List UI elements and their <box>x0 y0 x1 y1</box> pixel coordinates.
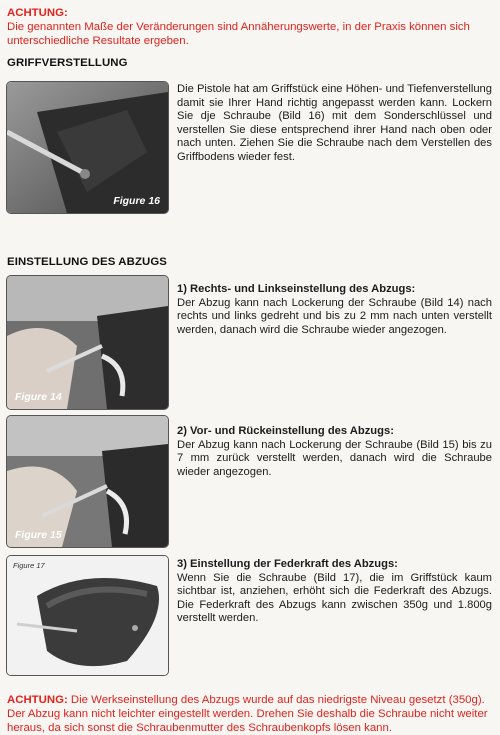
trigger-item-3 <box>177 558 492 626</box>
figure-15-label: Figure 15 <box>15 529 62 541</box>
trigger-item-3-title: 3) Einstellung der Federkraft des Abzugs: <box>177 558 398 570</box>
trigger-item-2 <box>177 425 492 479</box>
trigger-item-3-body: Wenn Sie die Schraube (Bild 17), die im Griffstück kaum sichtbar ist, anziehen, erhöht sich die Federkraft des Abzugs. Die Federkraft des Abzugs kann zwischen 350g und 1.800g verstellt werden. <box>177 571 492 625</box>
warning-top-label: ACHTUNG: <box>7 7 68 19</box>
grip-heading: GRIFFVERSTELLUNG <box>7 57 128 69</box>
trigger-item-1-title: 1) Rechts- und Linkseinstellung des Abzugs: <box>177 283 416 295</box>
figure-15-photo <box>6 415 169 548</box>
figure-17-photo <box>6 555 169 676</box>
trigger-item-1 <box>177 283 492 337</box>
trigger-heading: EINSTELLUNG DES ABZUGS <box>7 256 167 268</box>
warning-bottom-label: ACHTUNG: <box>7 694 68 706</box>
figure-16-photo <box>6 81 169 214</box>
warning-bottom-text: Die Werkseinstellung des Abzugs wurde auf das niedrigste Niveau gesetzt (350g). Der Abzug kann nicht leichter eingestellt werden. Drehen Sie deshalb die Schraube nicht weiter heraus, da sich sonst die Schraubenmutter des Schraubenkopfs lösen kann. <box>7 694 488 734</box>
figure-16-label: Figure 16 <box>113 195 160 207</box>
trigger-item-2-title: 2) Vor- und Rückeinstellung des Abzugs: <box>177 425 394 437</box>
warning-top <box>7 6 492 48</box>
warning-top-text: Die genannten Maße der Veränderungen sind Annäherungswerte, in der Praxis können sich unterschiedliche Resultate ergeben. <box>7 21 470 47</box>
warning-bottom <box>7 693 492 735</box>
trigger-item-1-body: Der Abzug kann nach Lockerung der Schraube (Bild 14) nach rechts und links gedreht und bis zu 2 mm nach unten verstellt werden, danach wird die Schraube wieder angezogen. <box>177 296 492 336</box>
figure-14-photo <box>6 275 169 410</box>
trigger-item-2-body: Der Abzug kann nach Lockerung der Schraube (Bild 15) bis zu 7 mm zurück verstellt werden, danach wird die Schraube wieder angezogen. <box>177 438 492 478</box>
figure-17-label: Figure 17 <box>13 561 45 570</box>
figure-14-label: Figure 14 <box>15 391 62 403</box>
grip-body: Die Pistole hat am Griffstück eine Höhen- und Tiefenverstellung damit sie Ihrer Hand richtig angepasst werden kann. Lockern Sie dje Schraube (Bild 16) mit dem Sonderschlüssel und verstellen Sie diese entsprechend ihrer Hand nach oben oder nach unten. Ziehen Sie die Schraube nach dem Verstellen des Griffbodens wieder fest. <box>177 83 492 163</box>
